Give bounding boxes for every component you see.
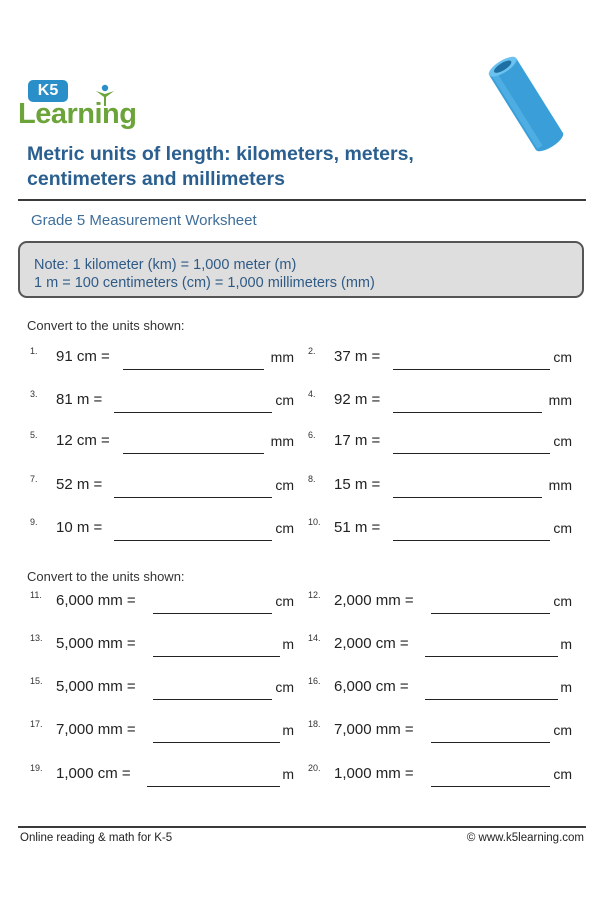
problem-unit: cm bbox=[275, 679, 294, 695]
problem-number: 7. bbox=[30, 474, 38, 484]
problem-number: 15. bbox=[30, 676, 43, 686]
problem-unit: cm bbox=[275, 520, 294, 536]
problem-number: 19. bbox=[30, 763, 43, 773]
problem-11 bbox=[30, 592, 294, 614]
problem-number: 11. bbox=[30, 590, 42, 600]
problem-unit: cm bbox=[553, 593, 572, 609]
answer-blank[interactable] bbox=[153, 656, 280, 657]
answer-blank[interactable] bbox=[153, 742, 280, 743]
problem-number: 3. bbox=[30, 389, 38, 399]
problem-unit: m bbox=[282, 766, 294, 782]
title-line-1: Metric units of length: kilometers, meters, bbox=[27, 143, 414, 165]
title-line-2: centimeters and millimeters bbox=[27, 168, 285, 190]
problem-13 bbox=[30, 635, 294, 657]
k5-learning-logo bbox=[16, 80, 141, 130]
note-line-1: Note: 1 kilometer (km) = 1,000 meter (m) bbox=[34, 257, 297, 273]
answer-blank[interactable] bbox=[147, 786, 280, 787]
problem-number: 1. bbox=[30, 346, 38, 356]
section-1-instruction: Convert to the units shown: bbox=[27, 318, 185, 333]
problem-17 bbox=[30, 721, 294, 743]
answer-blank[interactable] bbox=[431, 786, 550, 787]
problem-expression: 6,000 mm = bbox=[56, 592, 136, 609]
problem-4 bbox=[308, 391, 572, 413]
answer-blank[interactable] bbox=[153, 699, 272, 700]
problem-1 bbox=[30, 348, 294, 370]
problem-expression: 10 m = bbox=[56, 519, 103, 536]
header-divider bbox=[18, 199, 586, 201]
footer-tagline: Online reading & math for K-5 bbox=[20, 832, 173, 844]
problem-number: 16. bbox=[308, 676, 321, 686]
problem-8 bbox=[308, 476, 572, 498]
problem-unit: mm bbox=[270, 349, 294, 365]
note-line-2: 1 m = 100 centimeters (cm) = 1,000 millimeters (mm) bbox=[34, 275, 375, 291]
footer-divider bbox=[18, 826, 586, 828]
problem-number: 17. bbox=[30, 719, 43, 729]
problem-unit: cm bbox=[275, 593, 294, 609]
problem-15 bbox=[30, 678, 294, 700]
problem-expression: 5,000 mm = bbox=[56, 678, 136, 695]
problem-number: 4. bbox=[308, 389, 316, 399]
problem-unit: cm bbox=[553, 433, 572, 449]
answer-blank[interactable] bbox=[114, 540, 272, 541]
problem-expression: 7,000 mm = bbox=[56, 721, 136, 738]
note-box bbox=[18, 241, 584, 298]
problem-7 bbox=[30, 476, 294, 498]
problem-number: 18. bbox=[308, 719, 321, 729]
problem-unit: mm bbox=[548, 392, 572, 408]
problem-6 bbox=[308, 432, 572, 454]
problem-expression: 2,000 cm = bbox=[334, 635, 409, 652]
problem-19 bbox=[30, 765, 294, 787]
problem-number: 2. bbox=[308, 346, 316, 356]
answer-blank[interactable] bbox=[425, 656, 558, 657]
problem-5 bbox=[30, 432, 294, 454]
problem-unit: m bbox=[560, 636, 572, 652]
problem-2 bbox=[308, 348, 572, 370]
answer-blank[interactable] bbox=[393, 412, 542, 413]
logo-brand-text: Learning bbox=[18, 98, 137, 130]
problem-expression: 12 cm = bbox=[56, 432, 110, 449]
problem-unit: mm bbox=[270, 433, 294, 449]
page-title bbox=[27, 142, 547, 192]
answer-blank[interactable] bbox=[393, 369, 550, 370]
problem-unit: cm bbox=[553, 349, 572, 365]
logo-badge: K5 bbox=[28, 80, 68, 102]
answer-blank[interactable] bbox=[393, 540, 550, 541]
problem-expression: 5,000 mm = bbox=[56, 635, 136, 652]
answer-blank[interactable] bbox=[393, 453, 550, 454]
problem-expression: 92 m = bbox=[334, 391, 381, 408]
problem-expression: 1,000 mm = bbox=[334, 765, 414, 782]
problem-unit: m bbox=[560, 679, 572, 695]
footer-website[interactable]: © www.k5learning.com bbox=[466, 832, 584, 844]
problem-12 bbox=[308, 592, 572, 614]
problem-expression: 37 m = bbox=[334, 348, 381, 365]
problem-unit: cm bbox=[275, 477, 294, 493]
problem-unit: cm bbox=[553, 766, 572, 782]
section-2-instruction: Convert to the units shown: bbox=[27, 569, 185, 584]
problem-number: 9. bbox=[30, 517, 38, 527]
answer-blank[interactable] bbox=[425, 699, 558, 700]
worksheet-subtitle: Grade 5 Measurement Worksheet bbox=[31, 212, 257, 229]
problem-20 bbox=[308, 765, 572, 787]
answer-blank[interactable] bbox=[123, 453, 264, 454]
problem-expression: 6,000 cm = bbox=[334, 678, 409, 695]
problem-number: 20. bbox=[308, 763, 321, 773]
problem-18 bbox=[308, 721, 572, 743]
problem-expression: 81 m = bbox=[56, 391, 103, 408]
problem-number: 12. bbox=[308, 590, 321, 600]
answer-blank[interactable] bbox=[114, 412, 272, 413]
problem-unit: m bbox=[282, 722, 294, 738]
problem-expression: 15 m = bbox=[334, 476, 381, 493]
problem-number: 10. bbox=[308, 517, 321, 527]
problem-expression: 2,000 mm = bbox=[334, 592, 414, 609]
answer-blank[interactable] bbox=[114, 497, 272, 498]
problem-3 bbox=[30, 391, 294, 413]
problem-expression: 7,000 mm = bbox=[334, 721, 414, 738]
problem-number: 14. bbox=[308, 633, 321, 643]
problem-number: 6. bbox=[308, 430, 316, 440]
problem-16 bbox=[308, 678, 572, 700]
problem-unit: mm bbox=[548, 477, 572, 493]
answer-blank[interactable] bbox=[431, 613, 550, 614]
problem-number: 8. bbox=[308, 474, 316, 484]
problem-14 bbox=[308, 635, 572, 657]
problem-expression: 1,000 cm = bbox=[56, 765, 131, 782]
problem-number: 5. bbox=[30, 430, 38, 440]
answer-blank[interactable] bbox=[431, 742, 550, 743]
problem-10 bbox=[308, 519, 572, 541]
problem-9 bbox=[30, 519, 294, 541]
problem-unit: cm bbox=[275, 392, 294, 408]
problem-unit: m bbox=[282, 636, 294, 652]
answer-blank[interactable] bbox=[123, 369, 264, 370]
answer-blank[interactable] bbox=[153, 613, 272, 614]
problem-unit: cm bbox=[553, 722, 572, 738]
problem-expression: 91 cm = bbox=[56, 348, 110, 365]
problem-expression: 17 m = bbox=[334, 432, 381, 449]
answer-blank[interactable] bbox=[393, 497, 542, 498]
problem-expression: 51 m = bbox=[334, 519, 381, 536]
problem-number: 13. bbox=[30, 633, 43, 643]
problem-unit: cm bbox=[553, 520, 572, 536]
problem-expression: 52 m = bbox=[56, 476, 103, 493]
